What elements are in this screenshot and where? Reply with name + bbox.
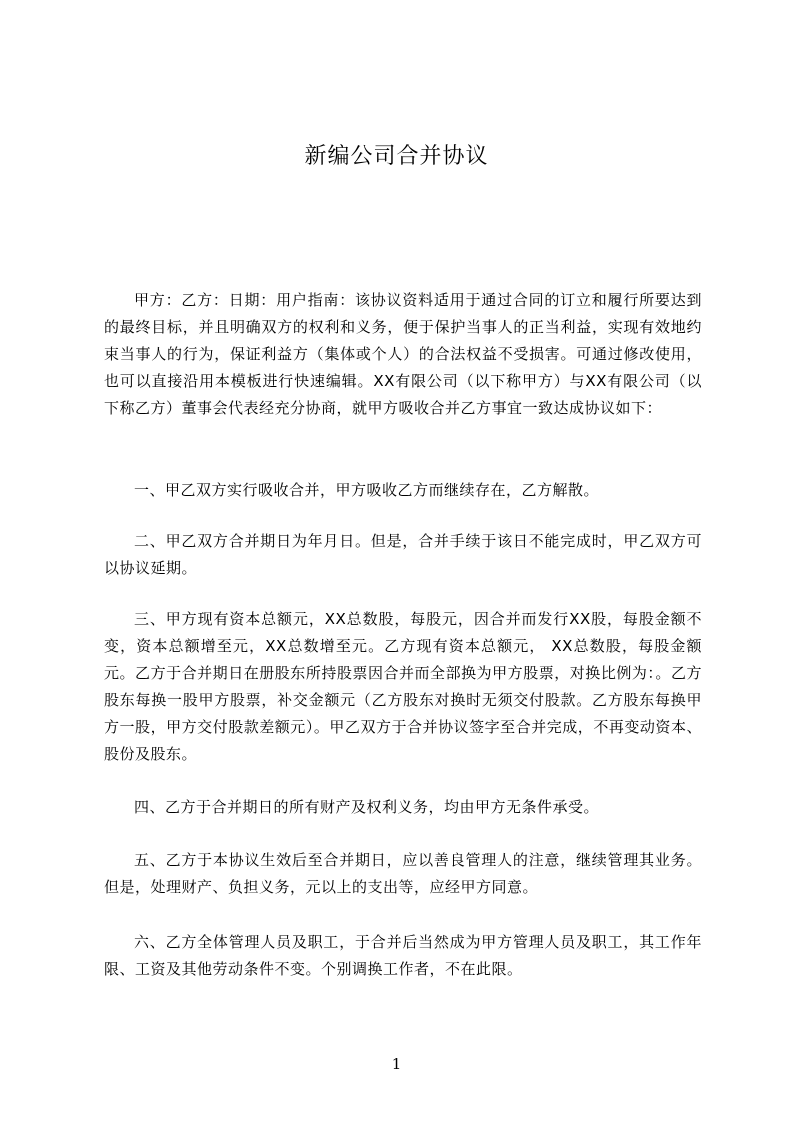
clause-5-paragraph: 五、乙方于本协议生效后至合并期日，应以善良管理人的注意，继续管理其业务。但是，处理财产、负担义务，元以上的支出等，应经甲方同意。 <box>104 851 702 896</box>
document-title: 新编公司合并协议 <box>304 144 489 169</box>
clause-2-paragraph: 二、甲乙双方合并期日为年月日。但是，合并手续于该日不能完成时，甲乙双方可以协议延期。 <box>104 532 702 577</box>
intro-paragraph: 甲方：乙方：日期：用户指南：该协议资料适用于通过合同的订立和履行所要达到的最终目标，并且明确双方的权利和义务，便于保护当事人的正当利益，实现有效地约束当事人的行为，保证利益方（集体或个人）的合法权益不受损害。可通过修改使用，也可以直接沿用本模板进行快速编辑。XX有限公司（以下称甲方）与XX有限公司（以下称乙方）董事会代表经充分协商，就甲方吸收合并乙方事宜一致达成协议如下： <box>104 291 702 417</box>
page-number: 1 <box>391 1055 402 1073</box>
clause-4-paragraph: 四、乙方于合并期日的所有财产及权利义务，均由甲方无条件承受。 <box>134 798 600 816</box>
clause-6-paragraph: 六、乙方全体管理人员及职工，于合并后当然成为甲方管理人员及职工，其工作年限、工资及其他劳动条件不变。个别调换工作者，不在此限。 <box>104 933 702 978</box>
clause-3-paragraph: 三、甲方现有资本总额元，XX总数股，每股元，因合并而发行XX股，每股金额不变，资本总额增至元，XX总数增至元。乙方现有资本总额元， XX总数股，每股金额元。乙方于合并期日在册股东所持股票因合并而全部换为甲方股票，对换比例为：。乙方股东每换一股甲方股票，补交金额元（乙方股东对换时无须交付股款。乙方股东每换甲方一股，甲方交付股款差额元）。甲乙双方于合并协议签字至合并完成，不再变动资本、股份及股东。 <box>104 610 702 763</box>
clause-1-paragraph: 一、甲乙双方实行吸收合并，甲方吸收乙方而继续存在，乙方解散。 <box>134 481 600 499</box>
